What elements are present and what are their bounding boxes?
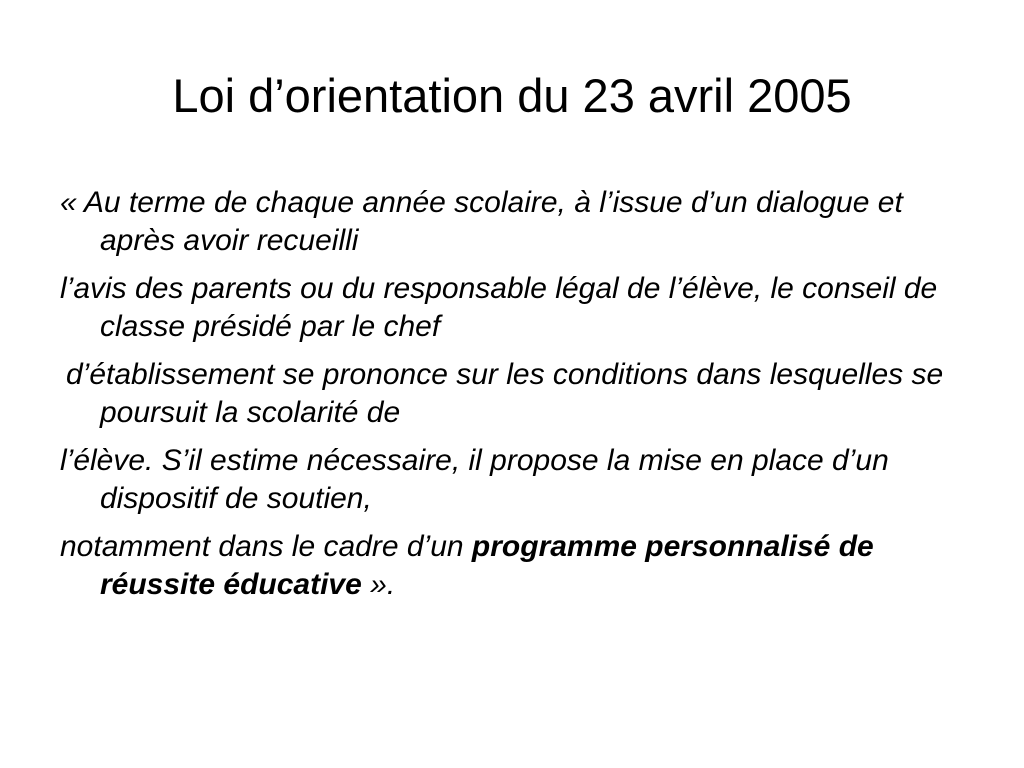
paragraph-5 (60, 528, 960, 604)
paragraph-5-tail: ». (361, 568, 396, 601)
emphasized-phrase: programme personnalisé de réussite éducative (100, 530, 874, 601)
paragraph-5-lead: notamment dans le cadre d’un (60, 530, 472, 563)
paragraph-3: d’établissement se prononce sur les conditions dans lesquelles se poursuit la scolarité de (66, 358, 944, 429)
paragraph-4: l’élève. S’il estime nécessaire, il propose la mise en place d’un dispositif de soutien, (60, 444, 889, 515)
paragraph-1: « Au terme de chaque année scolaire, à l’issue d’un dialogue et après avoir recueilli (60, 186, 903, 257)
paragraph-2: l’avis des parents ou du responsable légal de l’élève, le conseil de classe présidé par le chef (60, 272, 938, 343)
slide-title: Loi d’orientation du 23 avril 2005 (172, 69, 852, 122)
slide-body (60, 184, 960, 614)
